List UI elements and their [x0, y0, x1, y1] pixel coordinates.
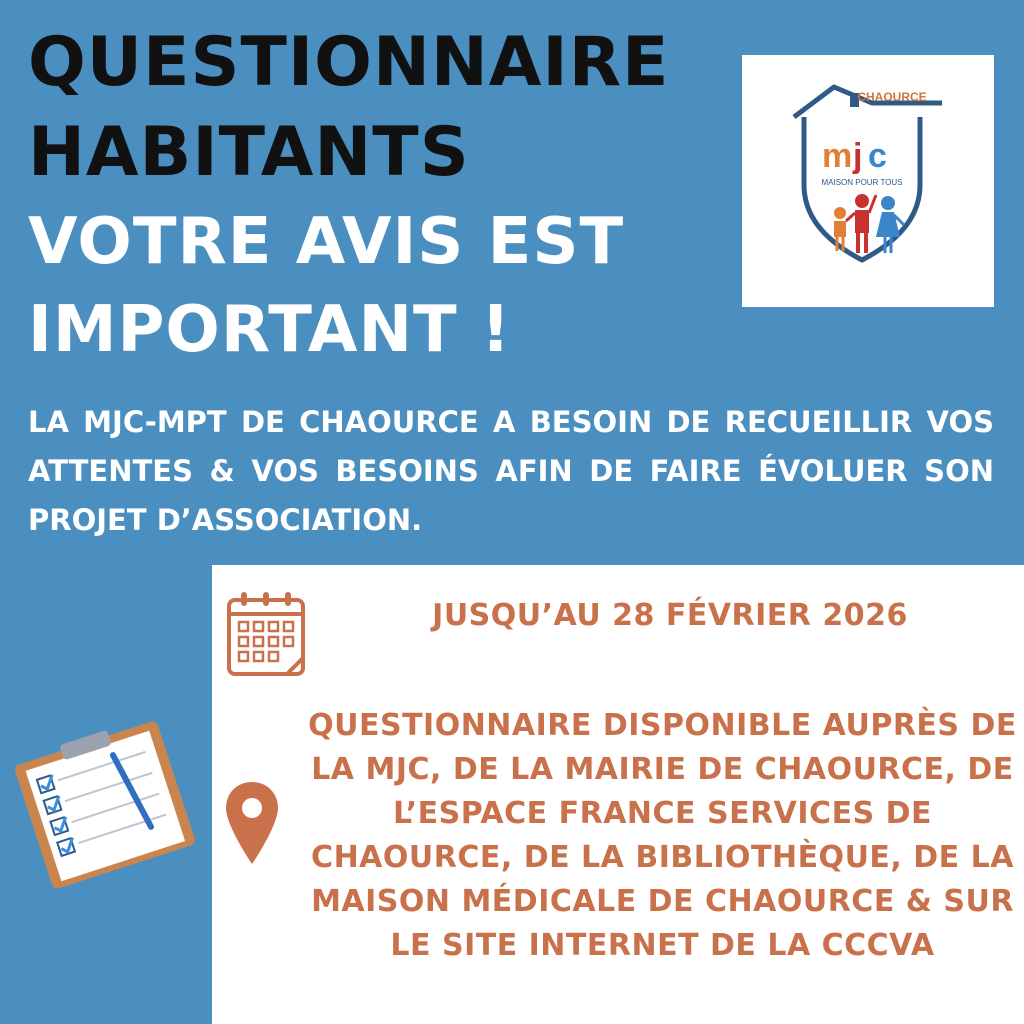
title-line-2: HABITANTS	[28, 113, 470, 192]
logo-top-text: CHAOURCE	[857, 90, 927, 104]
logo-subtitle: MAISON POUR TOUS	[821, 178, 903, 187]
clipboard-checklist-icon	[10, 720, 200, 894]
svg-text:j: j	[853, 137, 863, 175]
deadline-date: JUSQU’AU 28 FÉVRIER 2026	[432, 598, 908, 633]
title-line-4: IMPORTANT !	[28, 293, 512, 367]
intro-text: LA MJC-MPT DE CHAOURCE A BESOIN DE RECUEILLIR VOS ATTENTES & VOS BESOINS AFIN DE FAIRE ÉVOLUER SON PROJET D’ASSOCIATION.	[28, 405, 994, 537]
location-pin-icon	[224, 780, 280, 870]
title-line-1: QUESTIONNAIRE	[28, 23, 670, 102]
svg-text:c: c	[868, 137, 887, 175]
svg-text:m: m	[822, 137, 853, 175]
availability-text: QUESTIONNAIRE DISPONIBLE AUPRÈS DE LA MJC, DE LA MAIRIE DE CHAOURCE, DE L’ESPACE FRANCE SERVICES DE CHAOURCE, DE LA BIBLIOTHÈQUE, DE LA MAISON MÉDICALE DE CHAOURCE & SUR LE SITE INTERNET DE LA CCCVA	[308, 708, 1017, 963]
main-title	[28, 18, 728, 374]
title-line-3: VOTRE AVIS EST	[28, 205, 625, 279]
mjc-logo	[742, 55, 994, 307]
mjc-logo-graphic	[742, 55, 994, 307]
calendar-icon	[225, 590, 307, 684]
